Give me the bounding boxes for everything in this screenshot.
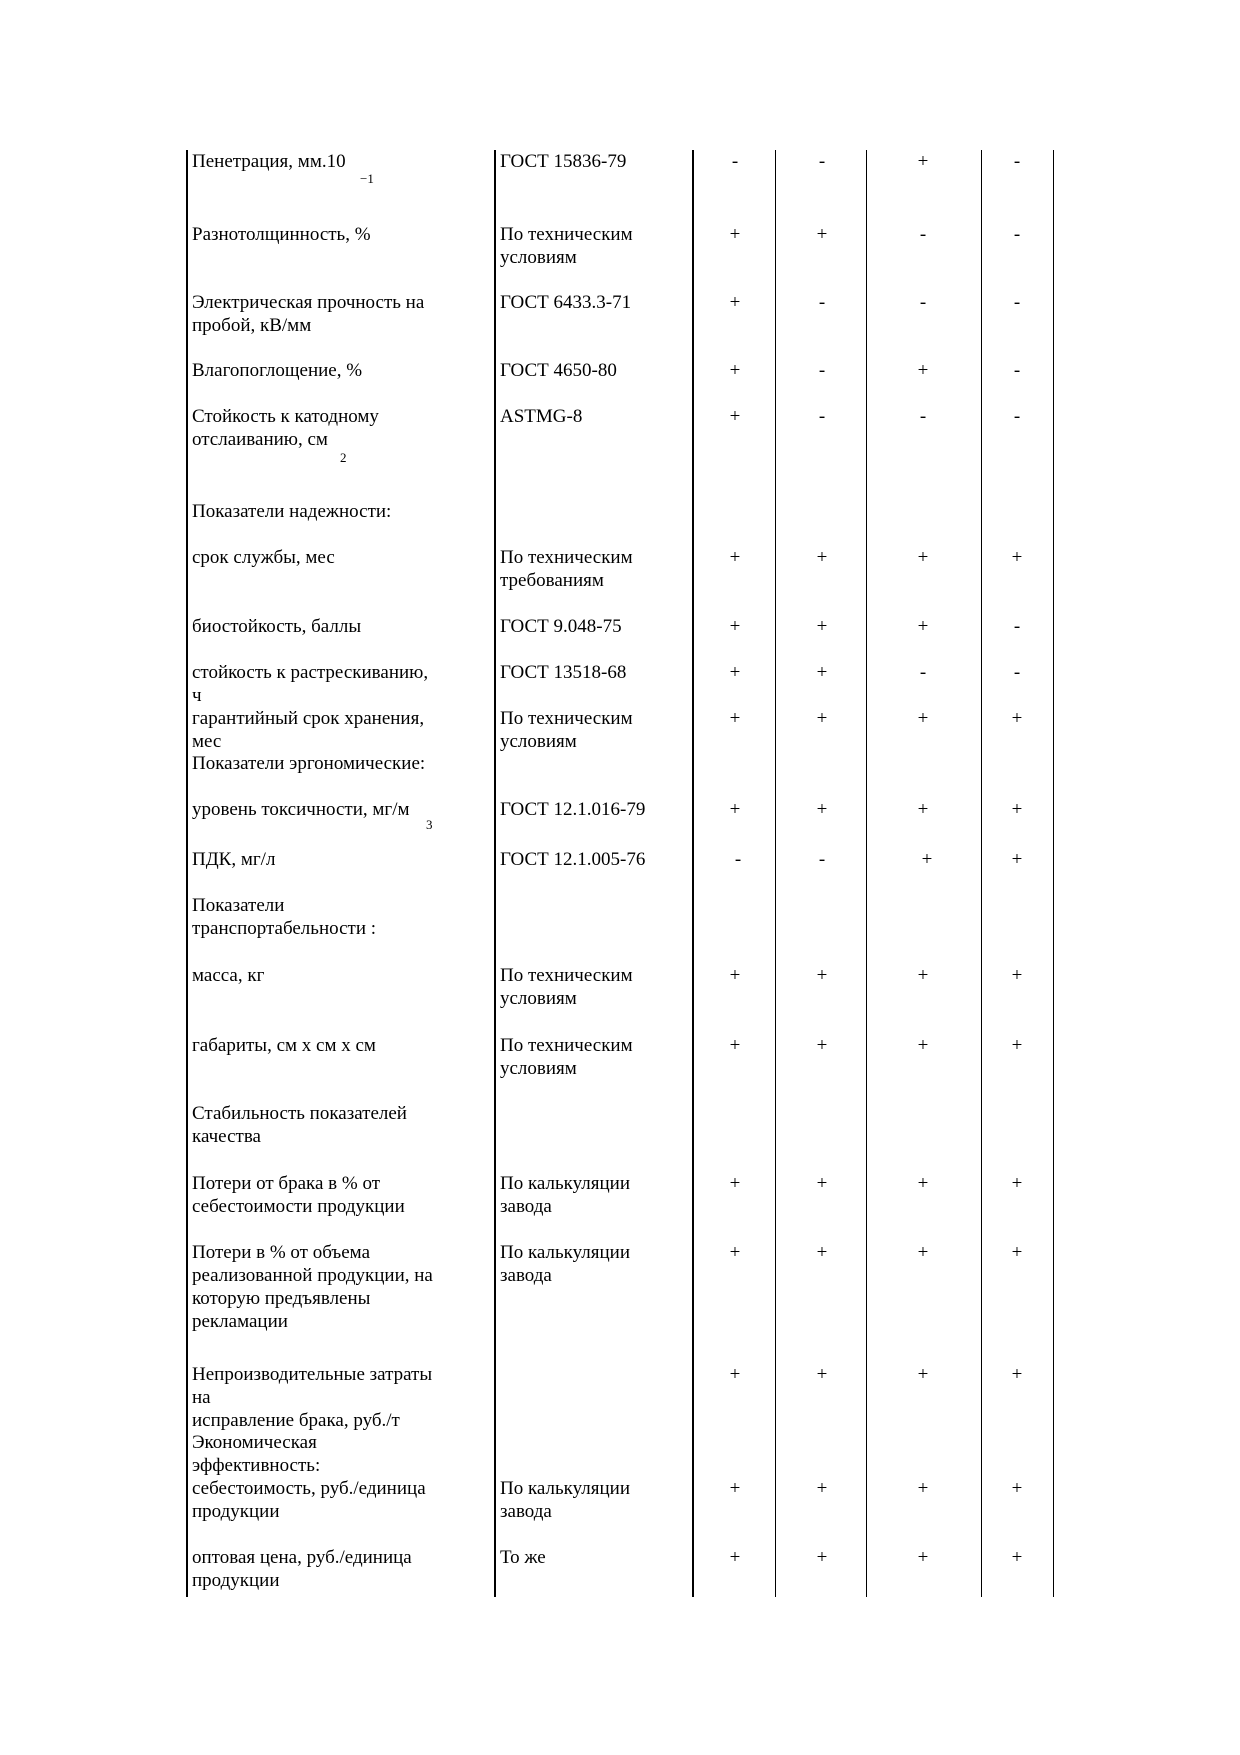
superscript: 2 [340, 450, 347, 465]
mark-cell: + [729, 662, 741, 683]
method-cell: По техническим требованиям [500, 547, 633, 591]
mark-cell: + [729, 799, 741, 820]
mark-cell: - [1013, 616, 1021, 637]
method-cell: По техническим условиям [500, 708, 633, 752]
mark-cell: + [816, 616, 828, 637]
mark-cell: - [731, 151, 739, 172]
column-divider [494, 150, 496, 1597]
parameter-cell: Потери от брака в % от себестоимости продукции [192, 1173, 405, 1217]
mark-cell: + [1011, 708, 1023, 729]
mark-cell: + [917, 616, 929, 637]
mark-cell: + [729, 1173, 741, 1194]
method-cell: По калькуляции завода [500, 1173, 631, 1217]
mark-cell: + [917, 1478, 929, 1499]
mark-cell: - [1013, 360, 1021, 381]
mark-cell: + [729, 1242, 741, 1263]
mark-cell: + [1011, 799, 1023, 820]
parameter-cell: Разнотолщинность, % [192, 224, 371, 245]
mark-cell: + [729, 292, 741, 313]
parameter-cell: Пенетрация, мм.10 [192, 151, 346, 172]
mark-cell: + [1011, 1478, 1023, 1499]
mark-cell: + [917, 708, 929, 729]
column-divider [775, 150, 776, 1597]
method-cell: ASTMG-8 [500, 406, 583, 427]
method-cell: ГОСТ 6433.3-71 [500, 292, 632, 313]
mark-cell: - [1013, 224, 1021, 245]
mark-cell: - [818, 406, 826, 427]
mark-cell: + [1011, 1173, 1023, 1194]
mark-cell: - [734, 849, 742, 870]
parameter-cell: ПДК, мг/л [192, 849, 276, 870]
mark-cell: + [917, 1035, 929, 1056]
parameter-cell: масса, кг [192, 965, 265, 986]
mark-cell: + [1011, 1242, 1023, 1263]
method-cell: По калькуляции завода [500, 1242, 631, 1286]
mark-cell: + [1011, 547, 1023, 568]
mark-cell: + [816, 708, 828, 729]
mark-cell: + [917, 799, 929, 820]
parameter-cell: Показатели надежности: [192, 501, 392, 522]
parameter-cell: Показатели транспортабельности : [192, 895, 377, 939]
superscript: 3 [426, 817, 433, 832]
parameter-cell: Потери в % от объема реализованной продукции, на которую предъявлены рекламации [192, 1242, 433, 1332]
mark-cell: + [816, 1173, 828, 1194]
parameter-cell: оптовая цена, руб./единица продукции [192, 1547, 412, 1591]
mark-cell: + [816, 1242, 828, 1263]
mark-cell: + [816, 1478, 828, 1499]
mark-cell: + [729, 1478, 741, 1499]
method-cell: ГОСТ 4650-80 [500, 360, 617, 381]
mark-cell: + [816, 799, 828, 820]
mark-cell: + [917, 151, 929, 172]
parameter-cell: Непроизводительные затраты на исправление брака, руб./т [192, 1364, 433, 1431]
mark-cell: + [1011, 965, 1023, 986]
mark-cell: + [729, 547, 741, 568]
mark-cell: - [818, 849, 826, 870]
mark-cell: + [1011, 849, 1023, 870]
mark-cell: + [816, 224, 828, 245]
column-divider [866, 150, 867, 1597]
mark-cell: + [816, 1035, 828, 1056]
mark-cell: + [729, 360, 741, 381]
method-cell: По калькуляции завода [500, 1478, 631, 1522]
mark-cell: - [1013, 151, 1021, 172]
mark-cell: - [818, 360, 826, 381]
mark-cell: + [917, 965, 929, 986]
parameter-cell: биостойкость, баллы [192, 616, 362, 637]
mark-cell: + [729, 406, 741, 427]
mark-cell: + [921, 849, 933, 870]
parameter-cell: уровень токсичности, мг/м [192, 799, 410, 820]
superscript: −1 [360, 171, 374, 186]
parameter-cell: габариты, см х см х см [192, 1035, 376, 1056]
mark-cell: - [919, 292, 927, 313]
method-cell: То же [500, 1547, 546, 1568]
mark-cell: + [729, 616, 741, 637]
table-border-left [186, 150, 188, 1597]
mark-cell: + [1011, 1547, 1023, 1568]
column-divider [981, 150, 982, 1597]
parameter-cell: Экономическая эффективность: [192, 1432, 321, 1476]
mark-cell: + [729, 1035, 741, 1056]
parameter-cell: Стойкость к катодному отслаиванию, см [192, 406, 379, 450]
method-cell: ГОСТ 9.048-75 [500, 616, 622, 637]
parameter-cell: гарантийный срок хранения, мес [192, 708, 425, 752]
parameter-cell: стойкость к растрескиванию, ч [192, 662, 429, 706]
parameter-cell: себестоимость, руб./единица продукции [192, 1478, 426, 1522]
mark-cell: + [729, 965, 741, 986]
method-cell: По техническим условиям [500, 1035, 633, 1079]
mark-cell: + [816, 547, 828, 568]
mark-cell: + [917, 360, 929, 381]
method-cell: По техническим условиям [500, 224, 633, 268]
parameter-cell: Электрическая прочность на пробой, кВ/мм [192, 292, 425, 336]
mark-cell: + [917, 1547, 929, 1568]
method-cell: ГОСТ 12.1.016-79 [500, 799, 646, 820]
mark-cell: + [729, 224, 741, 245]
mark-cell: + [729, 1547, 741, 1568]
parameter-cell: Показатели эргономические: [192, 753, 426, 774]
mark-cell: - [1013, 662, 1021, 683]
mark-cell: + [729, 708, 741, 729]
mark-cell: + [917, 1242, 929, 1263]
mark-cell: - [1013, 292, 1021, 313]
parameter-cell: Стабильность показателей качества [192, 1103, 407, 1147]
mark-cell: - [818, 292, 826, 313]
mark-cell: + [1011, 1035, 1023, 1056]
mark-cell: + [917, 547, 929, 568]
method-cell: ГОСТ 13518-68 [500, 662, 627, 683]
mark-cell: - [919, 406, 927, 427]
method-cell: ГОСТ 12.1.005-76 [500, 849, 646, 870]
column-divider [692, 150, 694, 1597]
mark-cell: - [818, 151, 826, 172]
mark-cell: + [729, 1364, 741, 1385]
method-cell: ГОСТ 15836-79 [500, 151, 627, 172]
mark-cell: + [816, 1547, 828, 1568]
mark-cell: - [919, 224, 927, 245]
parameter-cell: Влагопоглощение, % [192, 360, 363, 381]
mark-cell: + [917, 1173, 929, 1194]
mark-cell: + [816, 662, 828, 683]
mark-cell: + [1011, 1364, 1023, 1385]
table-border-right [1053, 150, 1054, 1597]
mark-cell: - [1013, 406, 1021, 427]
method-cell: По техническим условиям [500, 965, 633, 1009]
mark-cell: + [816, 965, 828, 986]
mark-cell: + [917, 1364, 929, 1385]
mark-cell: + [816, 1364, 828, 1385]
mark-cell: - [919, 662, 927, 683]
parameter-cell: срок службы, мес [192, 547, 335, 568]
